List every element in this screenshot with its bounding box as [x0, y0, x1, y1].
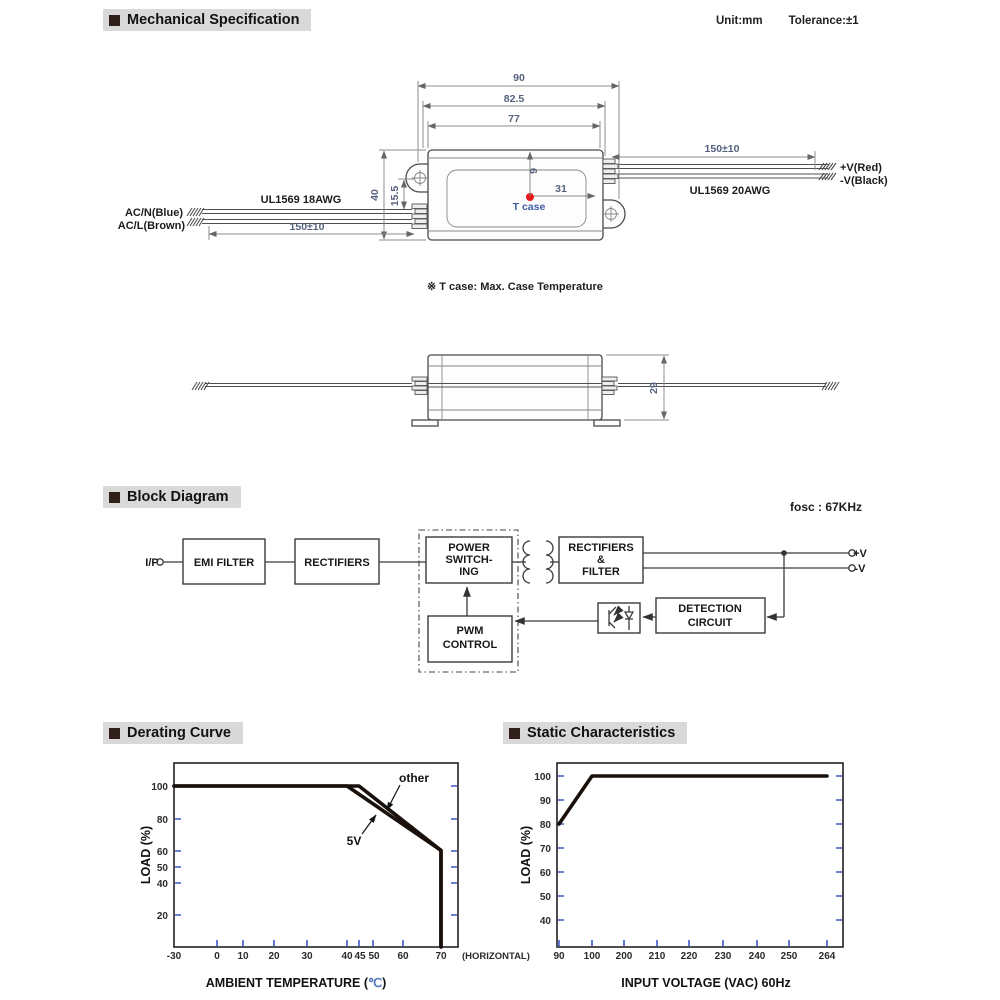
series-annotation-5v: 5V [346, 834, 362, 848]
x-tick-label: 264 [818, 951, 836, 962]
output-gland [603, 159, 618, 184]
dim-tcase-from-right: 31 [555, 183, 567, 195]
derating-series-other [174, 786, 441, 947]
x-axis-label: AMBIENT TEMPERATURE (℃) [205, 976, 387, 990]
detection-circuit-label: DETECTION [678, 603, 742, 615]
output-wires [618, 163, 836, 180]
input-wire-type-label: UL1569 18AWG [260, 194, 342, 206]
v-plus-label: +V(Red) [840, 162, 882, 174]
mechanical-drawing [0, 40, 1000, 440]
y-tick-label: 100 [151, 782, 168, 793]
section-title: Derating Curve [127, 725, 231, 741]
y-tick-label: 70 [539, 844, 551, 855]
y-tick-label: 90 [539, 796, 551, 807]
x-axis-label: INPUT VOLTAGE (VAC) 60Hz [621, 976, 791, 990]
detection-circuit-label: CIRCUIT [687, 617, 733, 629]
y-tick-label: 60 [156, 847, 168, 858]
side-foot-left [412, 420, 438, 426]
x-tick-label: 50 [368, 951, 380, 962]
x-tick-label: 240 [748, 951, 766, 962]
dim-input-wire-length: 150±10 [289, 221, 325, 233]
rectifiers-filter-label: FILTER [582, 566, 620, 578]
out-plus-label: +V [853, 548, 867, 560]
section-bullet-icon [509, 728, 520, 739]
x-tick-label: 70 [435, 951, 447, 962]
series-annotation-other: other [399, 771, 429, 785]
section-title: Mechanical Specification [127, 12, 300, 28]
side-wire-left [205, 384, 412, 387]
x-tick-label: 220 [680, 951, 698, 962]
dim-length-with-glands: 82.5 [503, 93, 525, 105]
y-tick-label: 100 [534, 772, 551, 783]
x-tick-label: 30 [301, 951, 313, 962]
y-ticks-left [175, 786, 181, 915]
power-switching-label: POWER [448, 542, 490, 554]
section-bullet-icon [109, 728, 120, 739]
drawing-meta [716, 15, 859, 27]
ac-line-label: AC/L(Brown) [117, 220, 185, 232]
dim-height: 40 [369, 189, 381, 201]
derating-chart [139, 763, 530, 990]
side-view [192, 355, 839, 426]
static-series-load [559, 776, 827, 824]
y-tick-label: 50 [539, 892, 551, 903]
dim-depth: 29 [648, 382, 660, 394]
input-gland [412, 204, 427, 229]
dim-body-length: 77 [508, 113, 520, 125]
input-terminal-label: I/P [145, 557, 159, 569]
x-tick-label: 60 [397, 951, 409, 962]
section-header-derating [103, 722, 243, 744]
out-minus-label: -V [854, 563, 866, 575]
section-bullet-icon [109, 15, 120, 26]
x-tick-label: 10 [237, 951, 249, 962]
fosc-label: fosc : 67KHz [790, 500, 863, 514]
side-gland-left [412, 377, 427, 395]
pwm-control-label: CONTROL [442, 639, 498, 651]
x-tick-label: 0 [214, 951, 220, 962]
x-tick-label: 230 [714, 951, 732, 962]
x-tick-label: 45 [354, 951, 366, 962]
derating-plot-area [174, 763, 458, 947]
y-tick-label: 20 [156, 911, 168, 922]
tcase-note: ※ T case: Max. Case Temperature [427, 281, 603, 293]
x-tick-label: 90 [553, 951, 565, 962]
x-tick-label: 210 [648, 951, 666, 962]
side-foot-right [594, 420, 620, 426]
y-axis-label: LOAD (%) [139, 825, 153, 885]
tolerance-label: Tolerance:±1 [788, 15, 859, 27]
y-tick-label: 80 [539, 820, 551, 831]
x-tick-label: 20 [268, 951, 280, 962]
rectifiers-filter-label: RECTIFIERS [568, 542, 634, 554]
tcase-label: T case [512, 201, 546, 213]
x-ticks [559, 940, 827, 946]
x-tick-label: 100 [583, 951, 601, 962]
static-plot-area [557, 763, 843, 947]
section-title: Static Characteristics [527, 725, 676, 741]
y-tick-label: 40 [539, 916, 551, 927]
rectifiers-filter-label: & [597, 554, 605, 566]
charts [0, 750, 1000, 1000]
emi-filter-label: EMI FILTER [193, 557, 255, 569]
y-ticks-right [836, 776, 842, 920]
x-tick-label: 200 [615, 951, 633, 962]
output-wire-type-label: UL1569 20AWG [689, 185, 771, 197]
v-minus-label: -V(Black) [840, 175, 888, 187]
y-tick-label: 50 [156, 863, 168, 874]
rectifiers-label: RECTIFIERS [304, 557, 370, 569]
section-bullet-icon [109, 492, 120, 503]
optocoupler-icon [598, 603, 640, 633]
derating-series-5v [174, 786, 441, 947]
section-title: Block Diagram [127, 489, 229, 505]
y-tick-label: 80 [156, 815, 168, 826]
y-tick-label: 60 [539, 868, 551, 879]
section-header-mechanical [103, 9, 311, 31]
unit-label: Unit:mm [716, 15, 763, 27]
side-gland-right [602, 377, 617, 395]
x-axis-note: (HORIZONTAL) [462, 951, 530, 962]
static-chart [519, 763, 843, 990]
y-axis-label: LOAD (%) [519, 825, 533, 885]
x-tick-label: -30 [166, 951, 182, 962]
x-tick-label: 40 [341, 951, 353, 962]
dim-overall-length: 90 [513, 72, 525, 84]
y-tick-label: 40 [156, 879, 168, 890]
y-ticks-right [451, 786, 457, 915]
dim-output-wire-length: 150±10 [704, 143, 740, 155]
x-ticks [217, 940, 441, 946]
x-tick-label: 250 [780, 951, 798, 962]
power-switching-label: SWITCH- [445, 554, 493, 566]
pwm-control-label: PWM [456, 625, 484, 637]
section-header-block-diagram [103, 486, 241, 508]
block-diagram [0, 515, 1000, 695]
dim-tcase-from-top: 9 [528, 168, 540, 174]
dim-wire-offset: 15.5 [389, 185, 401, 207]
section-header-static [503, 722, 687, 744]
y-ticks-left [558, 776, 564, 920]
ac-neutral-label: AC/N(Blue) [124, 207, 183, 219]
power-switching-label: ING [459, 566, 479, 578]
